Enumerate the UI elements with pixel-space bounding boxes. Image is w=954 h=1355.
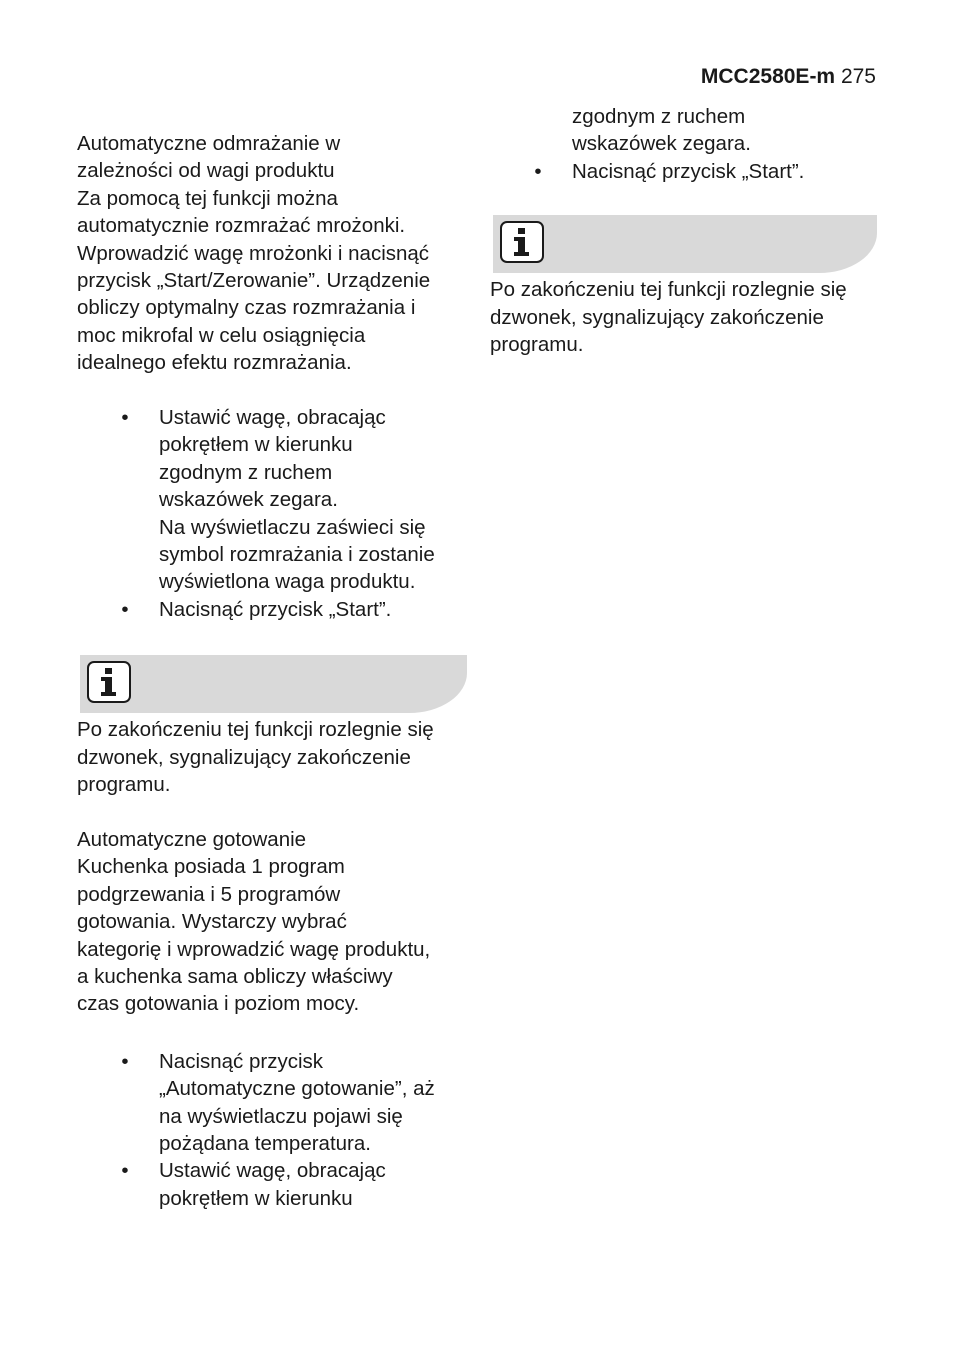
text-line: gotowania. Wystarczy wybrać: [77, 910, 347, 934]
text-line: zgodnym z ruchem: [159, 460, 333, 484]
text-line: Nacisnąć przycisk: [159, 1049, 324, 1073]
text-line: a kuchenka sama obliczy właściwy: [77, 964, 393, 988]
text-line: „Automatyczne gotowanie”, aż: [159, 1077, 435, 1101]
text-line: Po zakończeniu tej funkcji rozlegnie się: [490, 278, 847, 302]
text-line: Wprowadzić wagę mrożonki i nacisnąć: [77, 241, 430, 265]
section-title-line: Automatyczne odmrażanie w: [77, 132, 341, 155]
text-line: na wyświetlaczu pojawi się: [159, 1104, 403, 1128]
text-line: programu.: [77, 773, 171, 797]
text-line: wskazówek zegara.: [572, 132, 751, 156]
list-item: [121, 596, 472, 623]
text-line: symbol rozmrażania i zostanie: [159, 543, 435, 567]
text-line: Za pomocą tej funkcji można: [77, 186, 338, 210]
text-line: wskazówek zegara.: [159, 488, 338, 512]
text-line: automatycznie rozmrażać mrożonki.: [77, 214, 406, 238]
info-icon: [87, 661, 131, 703]
section-paragraph: [77, 853, 472, 1017]
list-item: [121, 1157, 472, 1212]
section-title-line: zależności od wagi produktu: [77, 159, 335, 183]
text-line: Nacisnąć przycisk „Start”.: [572, 159, 805, 183]
bullet-icon: •: [121, 597, 129, 621]
text-line: idealnego efektu rozmrażania.: [77, 351, 352, 375]
text-line: wyświetlona waga produktu.: [159, 570, 416, 594]
bullet-icon: •: [534, 159, 542, 183]
bullet-icon: •: [121, 406, 129, 430]
text-line: pożądana temperatura.: [159, 1131, 371, 1155]
info-box: [493, 215, 877, 273]
info-text: [490, 276, 890, 358]
text-line: programu.: [490, 333, 584, 357]
text-line: Ustawić wagę, obracając: [159, 406, 386, 430]
info-text: [77, 716, 472, 798]
page-header: [701, 64, 876, 90]
text-line: moc mikrofal w celu osiągnięcia: [77, 323, 366, 347]
text-line: obliczy optymalny czas rozmrażania i: [77, 296, 416, 320]
text-line: pokrętłem w kierunku: [159, 433, 353, 457]
section-title-auto-defrost: [77, 130, 472, 185]
bullet-list: [121, 1048, 472, 1212]
text-line: Nacisnąć przycisk „Start”.: [159, 597, 392, 621]
list-item: [534, 158, 890, 185]
text-line: Kuchenka posiada 1 program: [77, 855, 345, 879]
bullet-list: [121, 404, 472, 623]
info-box: [80, 655, 467, 713]
text-line: pokrętłem w kierunku: [159, 1186, 353, 1210]
text-line: Na wyświetlaczu zaświeci się: [159, 515, 426, 539]
text-line: dzwonek, sygnalizujący zakończenie: [490, 305, 824, 329]
bullet-list: [534, 158, 890, 185]
text-line: podgrzewania i 5 programów: [77, 882, 341, 906]
list-item: [121, 1048, 472, 1158]
section-paragraph: [77, 185, 472, 377]
right-column: [490, 103, 890, 358]
info-icon: [500, 221, 544, 263]
section-title-auto-cook: Automatyczne gotowanie: [77, 827, 307, 851]
list-item: [121, 404, 472, 596]
continued-bullet-text: [572, 103, 890, 158]
model-name: MCC2580E-m: [700, 65, 836, 88]
bullet-icon: •: [121, 1049, 129, 1073]
text-line: dzwonek, sygnalizujący zakończenie: [77, 745, 411, 769]
bullet-icon: •: [121, 1159, 129, 1183]
text-line: zgodnym z ruchem: [572, 105, 746, 128]
text-line: Ustawić wagę, obracając: [159, 1159, 386, 1183]
text-line: Po zakończeniu tej funkcji rozlegnie się: [77, 718, 434, 742]
left-column: [77, 130, 472, 1212]
text-line: przycisk „Start/Zerowanie”. Urządzenie: [77, 269, 431, 293]
page-number: 275: [840, 65, 876, 88]
text-line: czas gotowania i poziom mocy.: [77, 992, 360, 1016]
text-line: kategorię i wprowadzić wagę produktu,: [77, 937, 431, 961]
